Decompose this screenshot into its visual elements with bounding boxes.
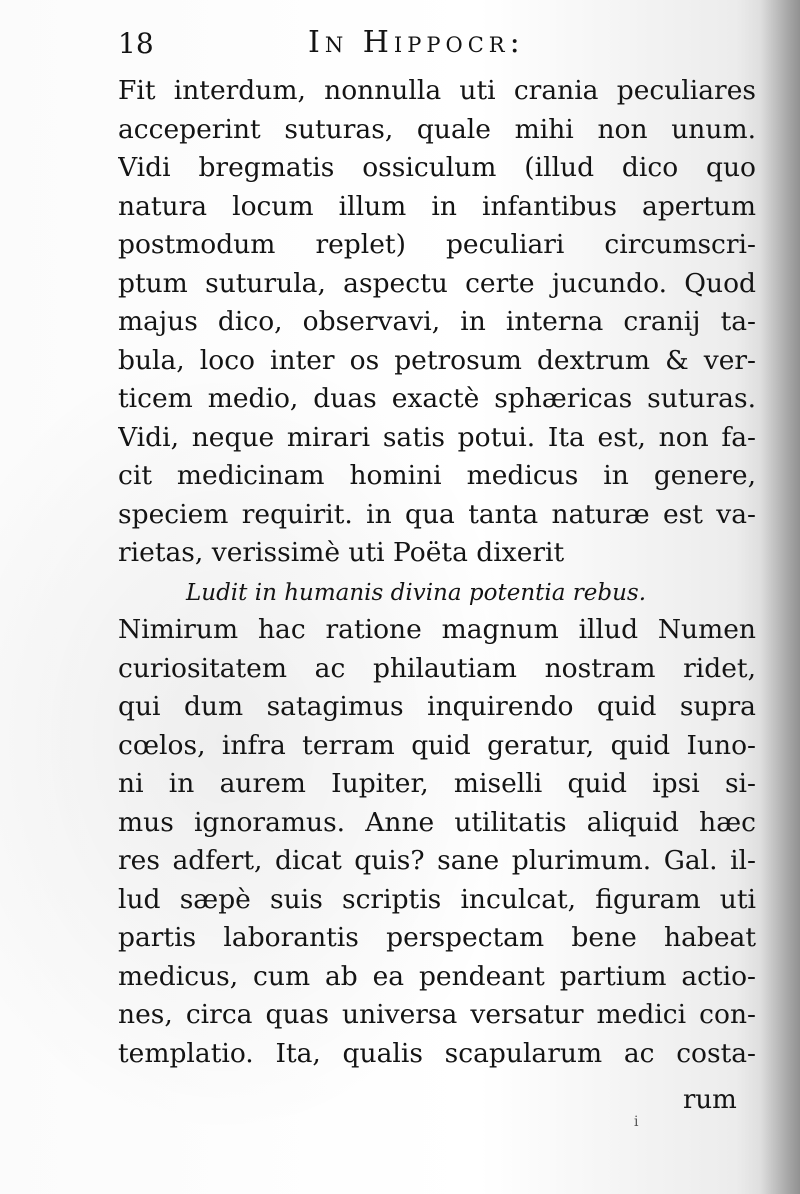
text-line: qui dum satagimus inquirendo quid supra (118, 691, 756, 722)
verse-quotation: Ludit in humanis divina potentia rebus. (186, 579, 647, 606)
text-line: ni in aurem Iupiter, miselli quid ipsi si- (118, 768, 756, 799)
page-number: 18 (118, 27, 154, 60)
running-head (118, 22, 760, 66)
page-edge-shadow (760, 0, 800, 1194)
text-line: cœlos, infra terram quid geratur, quid Iuno- (118, 729, 756, 761)
running-title: In Hippocr: (308, 25, 525, 60)
text-line: natura locum illum in infantibus apertum (118, 190, 756, 222)
text-line: Nimirum hac ratione magnum illud Numen (118, 614, 756, 645)
text-line: nes, circa quas universa versatur medici con- (118, 999, 756, 1030)
text-line: mus ignoramus. Anne utilitatis aliquid hæc (118, 806, 756, 838)
text-line: majus dico, observavi, in interna cranij ta- (118, 306, 756, 337)
text-line: bula, loco inter os petrosum dextrum & ver- (118, 344, 756, 376)
text-line: lud sæpè suis scriptis inculcat, figuram uti (118, 883, 756, 915)
text-line: speciem requirit. in qua tanta naturæ est va- (118, 498, 756, 530)
text-line: postmodum replet) peculiari circumscri- (118, 229, 756, 260)
text-line: Fit interdum, nonnulla uti crania peculiares (118, 75, 756, 106)
text-line: rietas, verissimè uti Poëta dixerit (118, 537, 565, 568)
text-line: ticem medio, duas exactè sphæricas suturas. (118, 383, 756, 414)
signature-mark: i (634, 1114, 639, 1130)
text-line: acceperint suturas, quale mihi non unum. (118, 113, 756, 145)
text-line: Vidi, neque mirari satis potui. Ita est, non fa- (118, 421, 756, 453)
text-line: partis laborantis perspectam bene habeat (118, 922, 756, 953)
text-line: curiositatem ac philautiam nostram ridet, (118, 652, 756, 684)
text-line: templatio. Ita, qualis scapularum ac costa- (118, 1037, 756, 1069)
body-text (118, 72, 756, 1073)
text-line: ptum suturula, aspectu certe jucundo. Quod (118, 267, 756, 299)
text-line: cit medicinam homini medicus in genere, (118, 460, 756, 491)
catchword: rum (683, 1085, 737, 1115)
text-line: medicus, cum ab ea pendeant partium actio- (118, 960, 756, 992)
text-line: res adfert, dicat quis? sane plurimum. Gal. il- (118, 845, 756, 876)
text-line: Vidi bregmatis ossiculum (illud dico quo (118, 152, 756, 183)
